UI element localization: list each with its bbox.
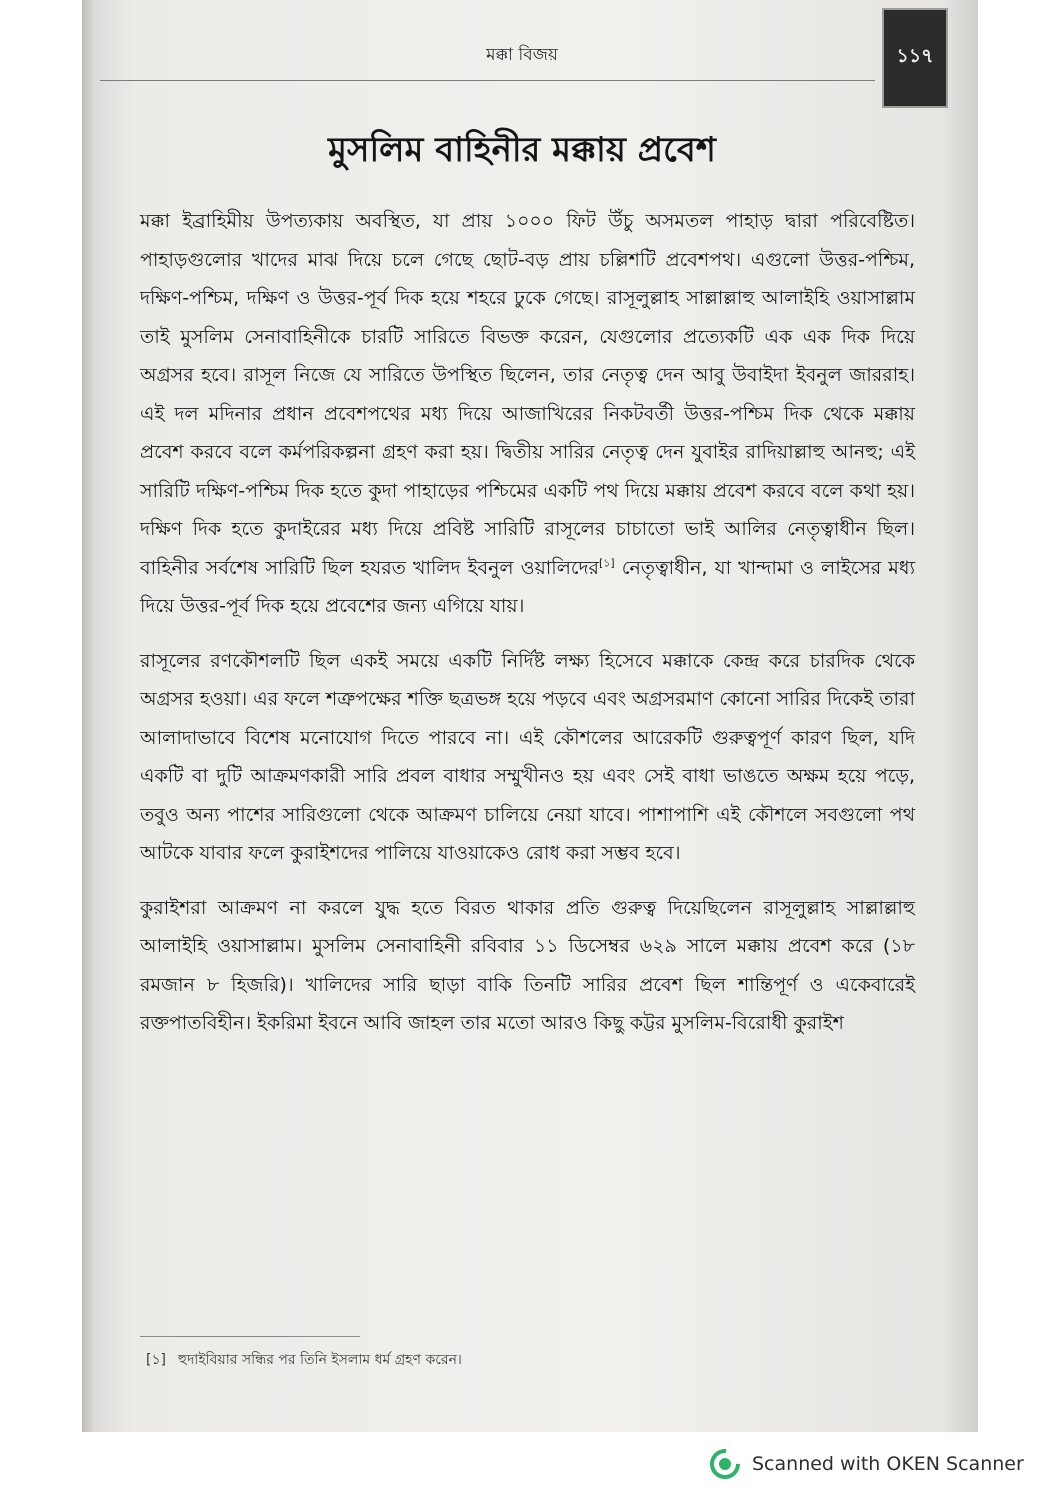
scanner-watermark xyxy=(710,1448,1024,1480)
footnote-divider xyxy=(140,1336,360,1337)
paragraph-1-text: মক্কা ইব্রাহিমীয় উপত্যকায় অবস্থিত, যা প্রায় ১০০০ ফিট উঁচু অসমতল পাহাড় দ্বারা পরিবেষ্টিত। পাহাড়গুলোর খাদের মাঝ দিয়ে চলে গেছে ছোট-বড় প্রায় চল্লিশটি প্রবেশপথ। এগুলো উত্তর-পশ্চিম, দক্ষিণ-পশ্চিম, দক্ষিণ ও উত্তর-পূর্ব দিক হয়ে শহরে ঢুকে গেছে। রাসূলুল্লাহ সাল্লাল্লাহু আলাইহি ওয়াসাল্লাম তাই মুসলিম সেনাবাহিনীকে চারটি সারিতে বিভক্ত করেন, যেগুলোর প্রত্যেকটি এক এক দিক দিয়ে অগ্রসর হবে। রাসূল নিজে যে সারিতে উপস্থিত ছিলেন, তার নেতৃত্ব দেন আবু উবাইদা ইবনুল জাররাহ। এই দল মদিনার প্রধান প্রবেশপথের মধ্য দিয়ে আজাখিরের নিকটবর্তী উত্তর-পশ্চিম দিক থেকে মক্কায় প্রবেশ করবে বলে কর্মপরিকল্পনা গ্রহণ করা হয়। দ্বিতীয় সারির নেতৃত্ব দেন যুবাইর রাদিয়াল্লাহু আনহু; এই সারিটি দক্ষিণ-পশ্চিম দিক হতে কুদা পাহাড়ের পশ্চিমের একটি পথ দিয়ে মক্কায় প্রবেশ করবে বলে কথা হয়। দক্ষিণ দিক হতে কুদাইরের মধ্য দিয়ে প্রবিষ্ট সারিটি রাসূলের চাচাতো ভাই আলির নেতৃত্বাধীন ছিল। বাহিনীর সর্বশেষ সারিটি ছিল হযরত খালিদ ইবনুল ওয়ালিদের xyxy=(140,210,915,579)
scanned-page xyxy=(82,0,978,1432)
footnote-text: হুদাইবিয়ার সন্ধির পর তিনি ইসলাম ধর্ম গ্রহণ করেন। xyxy=(178,1352,462,1368)
paragraph-1-continuation: নেতৃত্বাধীন, যা খান্দামা ও লাইসের মধ্য দিয়ে উত্তর-পূর্ব দিক হয়ে প্রবেশের জন্য এগিয়ে যায়। xyxy=(140,556,915,617)
paragraph-3: কুরাইশরা আক্রমণ না করলে যুদ্ধ হতে বিরত থাকার প্রতি গুরুত্ব দিয়েছিলেন রাসূলুল্লাহ সাল্লাল্লাহু আলাইহি ওয়াসাল্লাম। মুসলিম সেনাবাহিনী রবিবার ১১ ডিসেম্বর ৬২৯ সালে মক্কায় প্রবেশ করে (১৮ রমজান ৮ হিজরি)। খালিদের সারি ছাড়া বাকি তিনটি সারির প্রবেশ ছিল শান্তিপূর্ণ ও একেবারেই রক্তপাতবিহীন। ইকরিমা ইবনে আবি জাহল তার মতো আরও কিছু কট্টর মুসলিম-বিরোধী কুরাইশ xyxy=(140,896,915,1034)
footnote-reference: [১] xyxy=(598,556,615,570)
chapter-title: মুসলিম বাহিনীর মক্কায় প্রবেশ xyxy=(328,130,716,170)
page-number: ১১৭ xyxy=(896,45,934,67)
footnote xyxy=(146,1348,906,1372)
body-text xyxy=(140,202,915,1059)
page-number-box xyxy=(882,8,948,108)
footnote-mark: [১] xyxy=(146,1352,167,1368)
scanner-watermark-label: Scanned with OKEN Scanner xyxy=(752,1453,1024,1475)
oken-scanner-logo-icon xyxy=(710,1449,740,1479)
paragraph-1 xyxy=(140,202,915,626)
running-head: মক্কা বিজয় xyxy=(486,45,558,65)
paragraph-2: রাসূলের রণকৌশলটি ছিল একই সময়ে একটি নির্দিষ্ট লক্ষ্য হিসেবে মক্কাকে কেন্দ্র করে চারদিক থেকে অগ্রসর হওয়া। এর ফলে শত্রুপক্ষের শক্তি ছত্রভঙ্গ হয়ে পড়বে এবং অগ্রসরমাণ কোনো সারির দিকেই তারা আলাদাভাবে বিশেষ মনোযোগ দিতে পারবে না। এই কৌশলের আরেকটি গুরুত্বপূর্ণ কারণ ছিল, যদি একটি বা দুটি আক্রমণকারী সারি প্রবল বাধার সম্মুখীনও হয় এবং সেই বাধা ভাঙতে অক্ষম হয়ে পড়ে, তবুও অন্য পাশের সারিগুলো থেকে আক্রমণ চালিয়ে নেয়া যাবে। পাশাপাশি এই কৌশলে সবগুলো পথ আটকে যাবার ফলে কুরাইশদের পালিয়ে যাওয়াকেও রোধ করা সম্ভব হবে। xyxy=(140,649,915,864)
header-divider xyxy=(100,80,875,81)
page-binding-shadow xyxy=(82,0,96,1432)
